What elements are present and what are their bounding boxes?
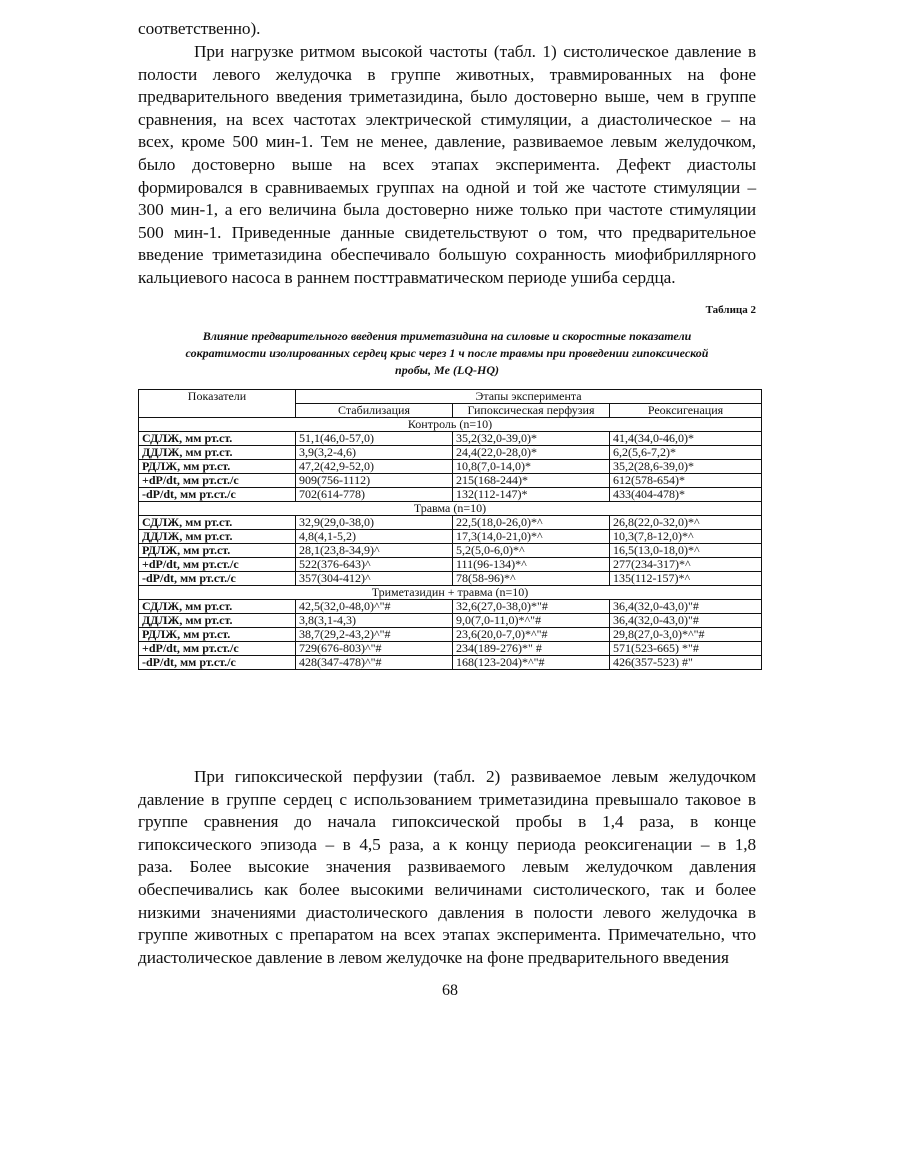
table-cell: 135(112-157)*^	[610, 572, 762, 586]
table-cell: 3,9(3,2-4,6)	[296, 446, 453, 460]
table-row	[139, 572, 762, 586]
text-line: диастолическое давление в левом желудочке на фоне предварительного введения	[138, 947, 729, 967]
table-cell: 35,2(32,0-39,0)*	[453, 432, 610, 446]
text-line: было достоверно выше на всех этапах эксперимента. Дефект диастолы	[138, 154, 756, 174]
table-cell: 36,4(32,0-43,0)"#	[610, 600, 762, 614]
caption-line: пробы, Me (LQ-HQ)	[395, 363, 499, 377]
row-label: +dP/dt, мм рт.ст./с	[139, 474, 296, 488]
table-cell: 612(578-654)*	[610, 474, 762, 488]
table-cell: 426(357-523) #"	[610, 656, 762, 670]
text-line: низкими значениями диастолического давления в полости левого желудочка в	[138, 902, 756, 922]
table-row	[139, 474, 762, 488]
table-cell: 47,2(42,9-52,0)	[296, 460, 453, 474]
table-cell: 32,9(29,0-38,0)	[296, 516, 453, 530]
text-line: гипоксического эпизода – в 4,5 раза, а к концу периода реоксигенации – в 1,8	[138, 834, 756, 854]
row-label: СДЛЖ, мм рт.ст.	[139, 516, 296, 530]
table-cell: 522(376-643)^	[296, 558, 453, 572]
table-cell: 41,4(34,0-46,0)*	[610, 432, 762, 446]
text-line: предварительного введения триметазидина, было достоверно выше, чем в группе	[138, 87, 756, 107]
table-caption	[138, 328, 756, 379]
row-label: -dP/dt, мм рт.ст./с	[139, 656, 296, 670]
text-line: давление в группе сердец с использованием триметазидина превышало таковое в	[138, 789, 756, 809]
table-cell: 6,2(5,6-7,2)*	[610, 446, 762, 460]
text-line: соответственно).	[138, 19, 261, 38]
text-line: группе животных с препаратом на всех этапах эксперимента. Примечательно, что	[138, 925, 756, 945]
row-label: ДДЛЖ, мм рт.ст.	[139, 446, 296, 460]
row-label: ДДЛЖ, мм рт.ст.	[139, 530, 296, 544]
table-cell: 132(112-147)*	[453, 488, 610, 502]
table-cell: 234(189-276)*" #	[453, 642, 610, 656]
text-line: сравнения, на всех частотах электрической стимуляции, а диастолическое – на	[138, 109, 756, 129]
row-label: СДЛЖ, мм рт.ст.	[139, 600, 296, 614]
row-label: +dP/dt, мм рт.ст./с	[139, 558, 296, 572]
group-title: Триметазидин + травма (n=10)	[139, 586, 762, 600]
table-row	[139, 488, 762, 502]
group-title: Травма (n=10)	[139, 502, 762, 516]
text-line: группе сравнения до начала гипоксической пробы в 1,4 раза, в конце	[138, 812, 756, 832]
table-cell: 215(168-244)*	[453, 474, 610, 488]
header-stages: Этапы эксперимента	[296, 390, 762, 404]
table-cell: 23,6(20,0-7,0)*^"#	[453, 628, 610, 642]
table-header-row	[139, 390, 762, 404]
table-cell: 111(96-134)*^	[453, 558, 610, 572]
table-cell: 35,2(28,6-39,0)*	[610, 460, 762, 474]
column-header: Стабилизация	[296, 404, 453, 418]
table-cell: 29,8(27,0-3,0)*^"#	[610, 628, 762, 642]
table-row	[139, 460, 762, 474]
text-line: 500 мин-1. Приведенные данные свидетельствуют о том, что предварительное	[138, 222, 756, 242]
table-cell: 17,3(14,0-21,0)*^	[453, 530, 610, 544]
text-line: обеспечивались как более высокими величинами систолического, так и более	[138, 879, 756, 899]
table-cell: 22,5(18,0-26,0)*^	[453, 516, 610, 530]
data-table	[138, 389, 762, 670]
row-label: СДЛЖ, мм рт.ст.	[139, 432, 296, 446]
table-cell: 28,1(23,8-34,9)^	[296, 544, 453, 558]
group-row	[139, 418, 762, 432]
table-row	[139, 642, 762, 656]
column-header: Реоксигенация	[610, 404, 762, 418]
page-number: 68	[442, 982, 458, 999]
group-title: Контроль (n=10)	[139, 418, 762, 432]
paragraph-1	[138, 41, 756, 290]
text-line: раза. Более высокие значения развиваемого левым желудочком давления	[138, 857, 756, 877]
table-cell: 32,6(27,0-38,0)*"#	[453, 600, 610, 614]
text-line: кальциевого насоса в раннем посттравматическом периоде ушиба сердца.	[138, 267, 676, 287]
row-label: РДЛЖ, мм рт.ст.	[139, 544, 296, 558]
table-cell: 26,8(22,0-32,0)*^	[610, 516, 762, 530]
intro-line	[138, 18, 756, 41]
row-label: ДДЛЖ, мм рт.ст.	[139, 614, 296, 628]
table-row	[139, 628, 762, 642]
paragraph-2	[138, 766, 756, 969]
text-line: При гипоксической перфузии (табл. 2) развиваемое левым желудочком	[194, 767, 756, 786]
text-line: формировался в сравниваемых группах на одной и той же частоте стимуляции –	[138, 177, 756, 197]
row-label: +dP/dt, мм рт.ст./с	[139, 642, 296, 656]
row-label: РДЛЖ, мм рт.ст.	[139, 628, 296, 642]
text-line: полости левого желудочка в группе животных, травмированных на фоне	[138, 64, 756, 84]
row-label: -dP/dt, мм рт.ст./с	[139, 572, 296, 586]
table-row	[139, 516, 762, 530]
table-row	[139, 614, 762, 628]
table-cell: 5,2(5,0-6,0)*^	[453, 544, 610, 558]
table-cell: 10,3(7,8-12,0)*^	[610, 530, 762, 544]
table-cell: 571(523-665) *"#	[610, 642, 762, 656]
table-cell: 3,8(3,1-4,3)	[296, 614, 453, 628]
table-cell: 38,7(29,2-43,2)^"#	[296, 628, 453, 642]
table-cell: 168(123-204)*^"#	[453, 656, 610, 670]
table-cell: 16,5(13,0-18,0)*^	[610, 544, 762, 558]
text-line: введение триметазидина обеспечивало большую сохранность миофибриллярного	[138, 245, 756, 265]
table-cell: 10,8(7,0-14,0)*	[453, 460, 610, 474]
table-row	[139, 432, 762, 446]
table-row	[139, 656, 762, 670]
caption-line: Влияние предварительного введения триметазидина на силовые и скоростные показатели	[202, 329, 692, 343]
table-cell: 357(304-412)^	[296, 572, 453, 586]
table-cell: 42,5(32,0-48,0)^"#	[296, 600, 453, 614]
table-cell: 24,4(22,0-28,0)*	[453, 446, 610, 460]
table-cell: 36,4(32,0-43,0)"#	[610, 614, 762, 628]
text-line: 300 мин-1, а его величина была достоверно ниже только при частоте стимуляции	[138, 200, 756, 220]
table-row	[139, 600, 762, 614]
text-line: При нагрузке ритмом высокой частоты (табл. 1) систолическое давление в	[194, 42, 756, 61]
table-cell: 9,0(7,0-11,0)*^"#	[453, 614, 610, 628]
table-row	[139, 558, 762, 572]
table-row	[139, 446, 762, 460]
row-label: РДЛЖ, мм рт.ст.	[139, 460, 296, 474]
group-row	[139, 502, 762, 516]
table-number: Таблица 2	[705, 304, 756, 316]
table-row	[139, 544, 762, 558]
table-cell: 729(676-803)^"#	[296, 642, 453, 656]
table-body	[139, 418, 762, 670]
table-cell: 78(58-96)*^	[453, 572, 610, 586]
caption-line: сократимости изолированных сердец крыс через 1 ч после травмы при проведении гипоксической	[185, 346, 709, 360]
table-cell: 702(614-778)	[296, 488, 453, 502]
table-row	[139, 530, 762, 544]
header-indicator: Показатели	[139, 390, 296, 418]
table-cell: 909(756-1112)	[296, 474, 453, 488]
table-cell: 277(234-317)*^	[610, 558, 762, 572]
group-row	[139, 586, 762, 600]
row-label: -dP/dt, мм рт.ст./с	[139, 488, 296, 502]
table-cell: 428(347-478)^"#	[296, 656, 453, 670]
text-line: всех, кроме 500 мин-1. Тем не менее, давление, развиваемое левым желудочком,	[138, 132, 756, 152]
column-header: Гипоксическая перфузия	[453, 404, 610, 418]
table-cell: 4,8(4,1-5,2)	[296, 530, 453, 544]
table-cell: 433(404-478)*	[610, 488, 762, 502]
table-cell: 51,1(46,0-57,0)	[296, 432, 453, 446]
